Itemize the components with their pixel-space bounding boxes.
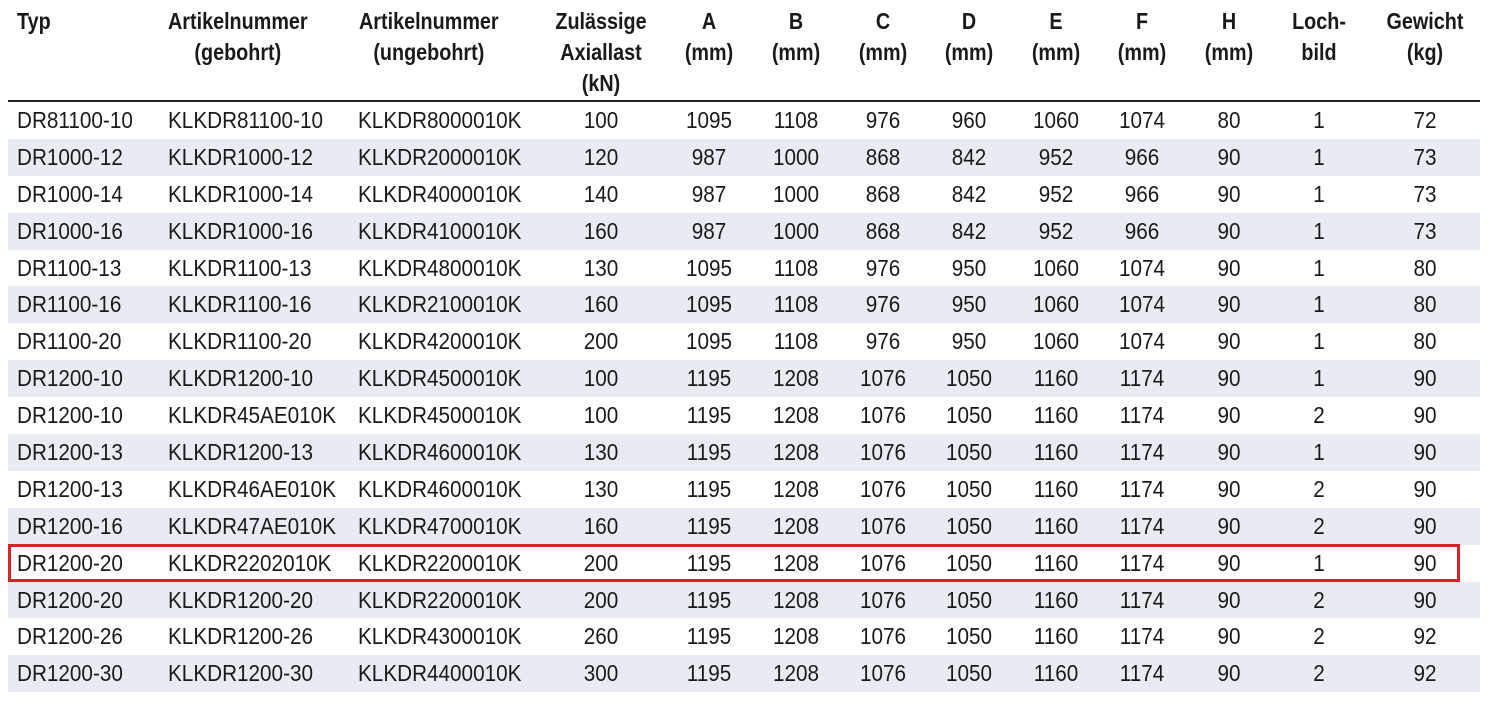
header-h: H (mm): [1204, 8, 1254, 65]
cell-typ: DR1200-30: [17, 660, 123, 687]
cell-artikelnummer-ungebohrt: KLKDR8000010K: [358, 107, 522, 133]
cell-lochbild: 1: [1313, 439, 1325, 466]
cell-b: 1208: [772, 586, 820, 613]
cell-f: 966: [1124, 217, 1160, 244]
cell-f: 1174: [1119, 475, 1165, 502]
cell-typ: DR1200-13: [17, 439, 123, 466]
cell-lochbild: 1: [1313, 328, 1325, 355]
cell-f: 1174: [1119, 660, 1165, 687]
cell-h: 90: [1217, 439, 1241, 466]
cell-f: 966: [1124, 180, 1160, 207]
cell-artikelnummer-ungebohrt: KLKDR4600010K: [358, 439, 522, 466]
table-row: [8, 508, 1480, 545]
cell-artikelnummer-gebohrt: KLKDR1000-14: [168, 180, 313, 207]
cell-f: 1174: [1119, 549, 1165, 576]
cell-gewicht: 80: [1413, 254, 1437, 281]
cell-lochbild: 1: [1313, 180, 1325, 207]
cell-e: 1160: [1033, 623, 1079, 650]
cell-h: 90: [1217, 180, 1241, 207]
cell-c: 868: [865, 217, 901, 244]
cell-e: 1060: [1032, 107, 1080, 133]
cell-h: 90: [1217, 365, 1241, 392]
table-row: [8, 655, 1480, 692]
cell-typ: DR1100-16: [17, 291, 122, 318]
cell-artikelnummer-gebohrt: KLKDR1000-16: [168, 217, 313, 244]
cell-typ: DR1200-26: [17, 623, 123, 650]
cell-lochbild: 2: [1313, 512, 1325, 539]
cell-c: 976: [865, 328, 901, 355]
cell-artikelnummer-gebohrt: KLKDR1000-12: [168, 143, 313, 170]
cell-lochbild: 1: [1313, 143, 1325, 170]
table-row: [8, 139, 1480, 176]
cell-d: 1050: [945, 549, 993, 576]
cell-c: 976: [865, 107, 901, 133]
cell-artikelnummer-gebohrt: KLKDR1200-30: [168, 660, 313, 687]
cell-c: 868: [865, 180, 901, 207]
cell-axiallast: 100: [583, 365, 619, 392]
cell-gewicht: 73: [1413, 180, 1437, 207]
cell-e: 1160: [1033, 512, 1079, 539]
cell-e: 1160: [1033, 549, 1079, 576]
header-b: B (mm): [771, 8, 821, 65]
cell-typ: DR81100-10: [17, 107, 133, 133]
cell-b: 1000: [772, 143, 820, 170]
cell-artikelnummer-ungebohrt: KLKDR4100010K: [358, 217, 522, 244]
cell-f: 1174: [1119, 439, 1165, 466]
cell-artikelnummer-gebohrt: KLKDR1200-13: [168, 439, 313, 466]
cell-d: 842: [951, 217, 987, 244]
cell-e: 952: [1038, 217, 1074, 244]
cell-c: 1076: [859, 402, 907, 429]
cell-b: 1108: [773, 254, 819, 281]
cell-d: 960: [951, 107, 987, 133]
table-header: [8, 0, 1480, 102]
cell-c: 1076: [859, 512, 907, 539]
cell-a: 1095: [685, 107, 733, 133]
cell-d: 950: [951, 328, 987, 355]
cell-gewicht: 92: [1413, 660, 1437, 687]
cell-artikelnummer-ungebohrt: KLKDR2200010K: [358, 586, 522, 613]
cell-a: 1195: [686, 586, 732, 613]
table-row: [8, 397, 1480, 434]
cell-gewicht: 90: [1413, 439, 1437, 466]
table-row: [8, 582, 1480, 619]
cell-gewicht: 80: [1413, 328, 1437, 355]
cell-artikelnummer-ungebohrt: KLKDR4700010K: [358, 512, 522, 539]
cell-c: 1076: [859, 365, 907, 392]
cell-axiallast: 140: [583, 180, 619, 207]
cell-c: 1076: [859, 439, 907, 466]
cell-f: 1174: [1119, 623, 1165, 650]
cell-a: 1195: [686, 549, 732, 576]
cell-lochbild: 1: [1313, 254, 1325, 281]
cell-b: 1208: [772, 549, 820, 576]
cell-typ: DR1200-16: [17, 512, 123, 539]
header-typ: Typ: [17, 8, 51, 34]
cell-f: 1074: [1118, 328, 1166, 355]
cell-a: 1195: [686, 439, 732, 466]
cell-b: 1000: [772, 180, 820, 207]
cell-d: 1050: [945, 365, 993, 392]
cell-a: 1195: [686, 512, 732, 539]
cell-f: 1074: [1118, 107, 1166, 133]
cell-a: 1095: [685, 254, 733, 281]
cell-gewicht: 90: [1413, 586, 1437, 613]
cell-gewicht: 73: [1413, 217, 1437, 244]
cell-artikelnummer-gebohrt: KLKDR1100-13: [168, 254, 312, 281]
cell-e: 1160: [1033, 660, 1079, 687]
cell-d: 1050: [945, 586, 993, 613]
cell-e: 952: [1038, 143, 1074, 170]
cell-e: 1160: [1033, 365, 1079, 392]
cell-artikelnummer-ungebohrt: KLKDR4400010K: [358, 660, 522, 687]
cell-typ: DR1200-20: [17, 586, 123, 613]
cell-a: 1195: [686, 402, 732, 429]
header-f: F (mm): [1117, 8, 1167, 65]
cell-e: 1160: [1033, 402, 1079, 429]
table-row: [8, 250, 1480, 287]
cell-typ: DR1200-10: [17, 402, 123, 429]
cell-h: 90: [1217, 254, 1241, 281]
cell-f: 1074: [1118, 291, 1166, 318]
cell-a: 1195: [686, 623, 732, 650]
cell-d: 950: [951, 254, 987, 281]
cell-axiallast: 120: [583, 143, 619, 170]
cell-e: 1060: [1032, 328, 1080, 355]
cell-c: 976: [865, 254, 901, 281]
cell-b: 1108: [773, 107, 819, 133]
header-lochbild: Loch- bild: [1292, 8, 1346, 65]
cell-artikelnummer-ungebohrt: KLKDR4800010K: [358, 254, 522, 281]
table-body: [8, 102, 1480, 692]
table-row: [8, 176, 1480, 213]
cell-lochbild: 2: [1313, 475, 1325, 502]
cell-artikelnummer-gebohrt: KLKDR1100-16: [168, 291, 312, 318]
cell-e: 1060: [1032, 291, 1080, 318]
cell-lochbild: 1: [1313, 365, 1325, 392]
cell-gewicht: 90: [1413, 365, 1437, 392]
cell-typ: DR1200-13: [17, 475, 123, 502]
cell-h: 90: [1217, 291, 1241, 318]
header-a: A (mm): [684, 8, 734, 65]
cell-gewicht: 90: [1413, 475, 1437, 502]
cell-d: 842: [951, 143, 987, 170]
cell-axiallast: 200: [583, 328, 619, 355]
cell-typ: DR1200-10: [17, 365, 123, 392]
cell-lochbild: 2: [1313, 623, 1325, 650]
product-table: [8, 0, 1480, 692]
cell-f: 1174: [1119, 512, 1165, 539]
cell-a: 987: [691, 180, 727, 207]
cell-axiallast: 130: [583, 475, 619, 502]
cell-c: 1076: [859, 623, 907, 650]
cell-lochbild: 1: [1313, 107, 1325, 133]
cell-h: 90: [1217, 402, 1241, 429]
cell-artikelnummer-gebohrt: KLKDR1100-20: [168, 328, 312, 355]
cell-f: 1174: [1119, 365, 1165, 392]
cell-artikelnummer-gebohrt: KLKDR2202010K: [168, 549, 332, 576]
cell-d: 1050: [945, 660, 993, 687]
cell-h: 90: [1217, 328, 1241, 355]
cell-b: 1208: [772, 402, 820, 429]
cell-axiallast: 130: [583, 254, 619, 281]
cell-c: 1076: [859, 475, 907, 502]
table-row: [8, 213, 1480, 250]
cell-lochbild: 2: [1313, 660, 1325, 687]
cell-b: 1208: [772, 439, 820, 466]
cell-h: 90: [1217, 549, 1241, 576]
cell-artikelnummer-gebohrt: KLKDR81100-10: [168, 107, 323, 133]
cell-artikelnummer-ungebohrt: KLKDR4600010K: [358, 475, 522, 502]
cell-e: 952: [1038, 180, 1074, 207]
cell-e: 1160: [1033, 586, 1079, 613]
cell-d: 842: [951, 180, 987, 207]
cell-f: 1174: [1119, 586, 1165, 613]
cell-a: 1195: [686, 475, 732, 502]
cell-lochbild: 2: [1313, 402, 1325, 429]
cell-b: 1208: [772, 475, 820, 502]
table-row: [8, 286, 1480, 323]
cell-c: 976: [865, 291, 901, 318]
cell-h: 90: [1217, 475, 1241, 502]
cell-typ: DR1100-20: [17, 328, 122, 355]
cell-a: 1195: [686, 660, 732, 687]
cell-typ: DR1000-14: [17, 180, 123, 207]
cell-artikelnummer-ungebohrt: KLKDR2200010K: [358, 549, 522, 576]
cell-h: 90: [1217, 623, 1241, 650]
cell-typ: DR1100-13: [17, 254, 122, 281]
cell-d: 1050: [945, 623, 993, 650]
cell-b: 1208: [772, 365, 820, 392]
cell-e: 1160: [1033, 475, 1079, 502]
cell-gewicht: 90: [1413, 512, 1437, 539]
cell-e: 1160: [1033, 439, 1079, 466]
cell-d: 1050: [945, 475, 993, 502]
cell-axiallast: 200: [583, 549, 619, 576]
cell-axiallast: 160: [583, 217, 619, 244]
cell-lochbild: 2: [1313, 586, 1325, 613]
cell-h: 90: [1217, 143, 1241, 170]
table-row: [8, 323, 1480, 360]
table-row: [8, 618, 1480, 655]
cell-a: 987: [691, 217, 727, 244]
cell-axiallast: 300: [583, 660, 619, 687]
cell-typ: DR1200-20: [17, 549, 123, 576]
cell-artikelnummer-gebohrt: KLKDR46AE010K: [168, 475, 337, 502]
cell-gewicht: 90: [1413, 549, 1437, 576]
table-row: [8, 471, 1480, 508]
cell-b: 1000: [772, 217, 820, 244]
cell-b: 1208: [772, 623, 820, 650]
cell-artikelnummer-ungebohrt: KLKDR4000010K: [358, 180, 522, 207]
cell-gewicht: 90: [1413, 402, 1437, 429]
header-c: C (mm): [858, 8, 908, 65]
cell-b: 1208: [772, 512, 820, 539]
cell-d: 950: [951, 291, 987, 318]
cell-d: 1050: [945, 402, 993, 429]
cell-h: 90: [1217, 512, 1241, 539]
cell-c: 868: [865, 143, 901, 170]
cell-typ: DR1000-16: [17, 217, 123, 244]
table-row: [8, 434, 1480, 471]
cell-artikelnummer-ungebohrt: KLKDR4200010K: [358, 328, 522, 355]
cell-h: 90: [1217, 217, 1241, 244]
cell-f: 1174: [1119, 402, 1165, 429]
cell-h: 90: [1217, 586, 1241, 613]
header-artikelnummer-gebohrt: Artikelnummer (gebohrt): [168, 8, 308, 65]
cell-artikelnummer-gebohrt: KLKDR1200-20: [168, 586, 313, 613]
cell-typ: DR1000-12: [17, 143, 123, 170]
header-d: D (mm): [944, 8, 994, 65]
cell-lochbild: 1: [1313, 291, 1325, 318]
cell-a: 1095: [685, 328, 733, 355]
table-row: [8, 360, 1480, 397]
cell-h: 90: [1217, 660, 1241, 687]
cell-c: 1076: [859, 660, 907, 687]
cell-axiallast: 160: [583, 291, 619, 318]
header-artikelnummer-ungebohrt: Artikelnummer (ungebohrt): [359, 8, 499, 65]
cell-gewicht: 80: [1413, 291, 1437, 318]
cell-gewicht: 92: [1413, 623, 1437, 650]
cell-d: 1050: [945, 439, 993, 466]
cell-axiallast: 260: [583, 623, 619, 650]
cell-b: 1208: [772, 660, 820, 687]
cell-artikelnummer-gebohrt: KLKDR47AE010K: [168, 512, 337, 539]
cell-artikelnummer-ungebohrt: KLKDR4300010K: [358, 623, 522, 650]
cell-h: 80: [1217, 107, 1241, 133]
cell-gewicht: 72: [1413, 107, 1437, 133]
cell-axiallast: 100: [583, 107, 619, 133]
table-row: [8, 102, 1480, 139]
cell-d: 1050: [945, 512, 993, 539]
header-e: E (mm): [1031, 8, 1081, 65]
cell-artikelnummer-ungebohrt: KLKDR4500010K: [358, 402, 522, 429]
cell-b: 1108: [773, 291, 819, 318]
cell-artikelnummer-gebohrt: KLKDR1200-26: [168, 623, 313, 650]
cell-axiallast: 200: [583, 586, 619, 613]
cell-axiallast: 160: [583, 512, 619, 539]
header-gewicht: Gewicht (kg): [1386, 8, 1464, 65]
cell-f: 966: [1124, 143, 1160, 170]
cell-c: 1076: [859, 549, 907, 576]
cell-e: 1060: [1032, 254, 1080, 281]
cell-f: 1074: [1118, 254, 1166, 281]
cell-artikelnummer-gebohrt: KLKDR45AE010K: [168, 402, 337, 429]
cell-artikelnummer-gebohrt: KLKDR1200-10: [168, 365, 313, 392]
cell-b: 1108: [773, 328, 819, 355]
cell-gewicht: 73: [1413, 143, 1437, 170]
cell-lochbild: 1: [1313, 217, 1325, 244]
cell-axiallast: 100: [583, 402, 619, 429]
cell-c: 1076: [859, 586, 907, 613]
cell-artikelnummer-ungebohrt: KLKDR4500010K: [358, 365, 522, 392]
cell-a: 987: [691, 143, 727, 170]
cell-lochbild: 1: [1313, 549, 1325, 576]
header-axiallast: Zulässige Axiallast (kN): [555, 8, 647, 96]
cell-artikelnummer-ungebohrt: KLKDR2000010K: [358, 143, 522, 170]
cell-artikelnummer-ungebohrt: KLKDR2100010K: [358, 291, 522, 318]
cell-a: 1195: [686, 365, 732, 392]
cell-a: 1095: [685, 291, 733, 318]
cell-axiallast: 130: [583, 439, 619, 466]
table-row: [8, 545, 1480, 582]
